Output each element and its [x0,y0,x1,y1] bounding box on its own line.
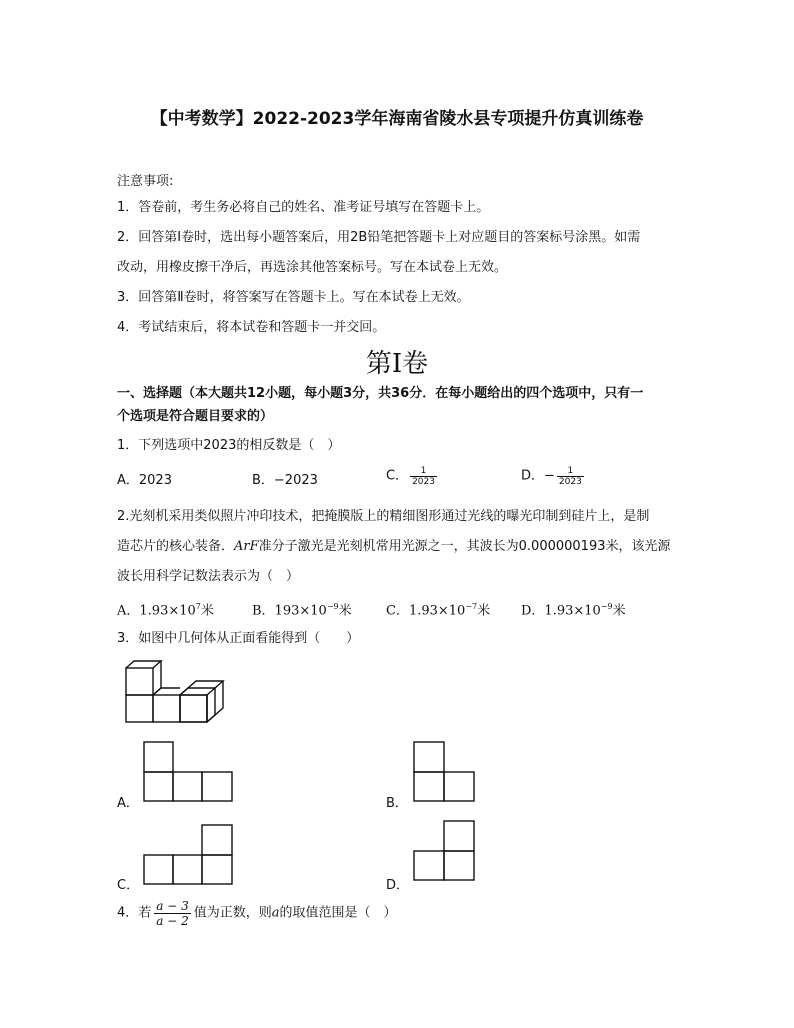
notice-item-1: 1．答卷前，考生务必将自己的姓名、准考证号填写在答题卡上。 [117,200,490,215]
page-title: 【中考数学】2022-2023学年海南省陵水县专项提升仿真训练卷 [150,109,644,129]
volume-title: 第Ⅰ卷 [365,349,429,379]
q1-option-b: B．−2023 [252,473,318,488]
notice-item-2: 2．回答第Ⅰ卷时，选出每小题答案后，用2B铅笔把答题卡上对应题目的答案标号涂黑。如需 [117,230,641,245]
q4-stem: 4．若 $\frac{a - 3}{a - 2}$ 值为正数，则a的取值范围是（ ） [117,899,397,928]
q3-option-a-label: A． [117,796,139,811]
q3-option-d-figure [413,820,477,882]
q3-option-c-label: C． [117,878,140,893]
q3-option-d-label: D． [386,878,410,893]
notice-item-3: 3．回答第Ⅱ卷时，将答案写在答题卡上。写在本试卷上无效。 [117,290,470,305]
q1-stem: 1．下列选项中2023的相反数是（ ） [117,438,341,453]
q3-option-a-figure [143,741,235,803]
q2-option-d: D．$1.93\times 10^{-9}$米 [521,602,626,619]
section1-line2: 个选项是符合题目要求的） [117,409,274,424]
q3-option-b-label: B． [386,796,408,811]
notice-item-2-cont: 改动，用橡皮擦干净后，再选涂其他答案标号。写在本试卷上无效。 [117,260,508,275]
q3-solid-figure [122,658,237,726]
q3-stem: 3．如图中几何体从正面看能得到（ ） [117,631,360,646]
q2-line2: 造芯片的核心装备．ArF准分子激光是光刻机常用光源之一，其波长为0.000000193米，该光源 [117,539,671,554]
q1-option-c: C． $\frac{1}{2023}$ [386,466,435,487]
q1-option-d: D．− $\frac{1}{2023}$ [521,466,582,487]
q1-option-a: A．2023 [117,473,172,488]
notice-heading: 注意事项: [117,174,174,189]
q3-option-b-figure [413,741,477,803]
q2-option-c: C．$1.93\times 10^{-7}$米 [386,602,491,619]
q2-option-b: B．$193\times 10^{-9}$米 [252,602,352,619]
q2-line3: 波长用科学记数法表示为（ ） [117,569,300,584]
q2-line1: 2.光刻机采用类似照片冲印技术，把掩膜版上的精细图形通过光线的曝光印制到硅片上，是制 [117,509,650,524]
notice-item-4: 4．考试结束后，将本试卷和答题卡一并交回。 [117,320,386,335]
section1-line1: 一、选择题（本大题共12小题，每小题3分，共36分．在每小题给出的四个选项中，只有一 [117,386,644,401]
q2-option-a: A．$1.93\times 10^7$米 [117,602,214,619]
q3-option-c-figure [143,824,235,886]
